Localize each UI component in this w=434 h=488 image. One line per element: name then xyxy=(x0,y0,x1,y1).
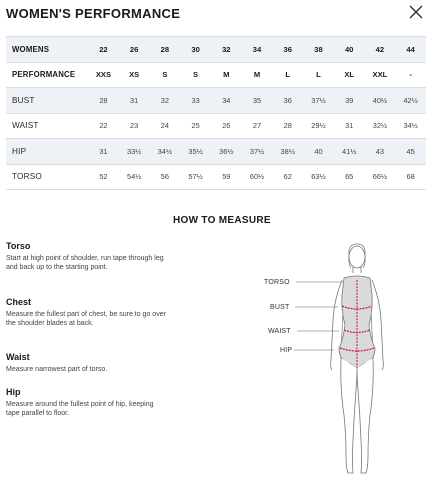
hip-instructions xyxy=(6,387,166,419)
table-cell: 32½ xyxy=(365,113,396,139)
size-chart-table xyxy=(6,36,426,190)
table-cell: 59 xyxy=(211,164,242,190)
table-cell: 54½ xyxy=(119,164,150,190)
waist-text: Measure narrowest part of torso. xyxy=(6,366,108,373)
table-cell: 33 xyxy=(180,88,211,114)
torso-text: Start at high point of shoulder, run tape through leg and back up to the starting point. xyxy=(6,255,164,272)
table-cell: 68 xyxy=(395,164,426,190)
table-cell: 28 xyxy=(150,37,181,63)
table-cell: 45 xyxy=(395,139,426,165)
figure-label-torso: TORSO xyxy=(264,279,290,286)
table-cell: 57½ xyxy=(180,164,211,190)
table-cell: 22 xyxy=(88,37,119,63)
waist-instructions xyxy=(6,352,166,374)
table-row xyxy=(6,37,426,63)
table-cell: 34 xyxy=(242,37,273,63)
torso-title: Torso xyxy=(6,241,31,251)
table-cell: S xyxy=(180,62,211,88)
row-label: WOMENS xyxy=(6,37,88,63)
table-cell: 66½ xyxy=(365,164,396,190)
hip-title: Hip xyxy=(6,387,21,397)
row-label: PERFORMANCE xyxy=(6,62,88,88)
table-cell: M xyxy=(242,62,273,88)
table-cell: XXL xyxy=(365,62,396,88)
table-cell: 36 xyxy=(272,88,303,114)
waist-title: Waist xyxy=(6,352,30,362)
body-measurement-figure xyxy=(322,240,392,480)
table-cell: 27 xyxy=(242,113,273,139)
table-row xyxy=(6,62,426,88)
table-cell: 28 xyxy=(272,113,303,139)
table-cell: 24 xyxy=(150,113,181,139)
table-cell: 33½ xyxy=(119,139,150,165)
table-cell: 52 xyxy=(88,164,119,190)
table-cell: 42 xyxy=(365,37,396,63)
table-cell: 38 xyxy=(303,37,334,63)
table-cell: 65 xyxy=(334,164,365,190)
table-cell: 38½ xyxy=(272,139,303,165)
table-cell: 23 xyxy=(119,113,150,139)
table-cell: 28 xyxy=(88,88,119,114)
table-cell: 32 xyxy=(211,37,242,63)
table-cell: S xyxy=(150,62,181,88)
table-cell: 40½ xyxy=(365,88,396,114)
table-cell: 35 xyxy=(242,88,273,114)
row-label: WAIST xyxy=(6,113,88,139)
figure-label-waist: WAIST xyxy=(268,328,291,335)
chest-instructions xyxy=(6,297,166,329)
table-cell: 29½ xyxy=(303,113,334,139)
table-cell: 36 xyxy=(272,37,303,63)
table-cell: 37½ xyxy=(242,139,273,165)
close-icon[interactable] xyxy=(408,4,424,20)
table-cell: 30 xyxy=(180,37,211,63)
row-label: BUST xyxy=(6,88,88,114)
table-row xyxy=(6,88,426,114)
table-cell: 43 xyxy=(365,139,396,165)
table-cell: 31 xyxy=(88,139,119,165)
table-cell: 60½ xyxy=(242,164,273,190)
table-cell: 41½ xyxy=(334,139,365,165)
table-cell: 63½ xyxy=(303,164,334,190)
table-cell: 40 xyxy=(334,37,365,63)
table-cell: 39 xyxy=(334,88,365,114)
table-cell: 32 xyxy=(150,88,181,114)
table-cell: - xyxy=(395,62,426,88)
table-cell: 34½ xyxy=(150,139,181,165)
table-cell: L xyxy=(303,62,334,88)
table-cell: 36½ xyxy=(211,139,242,165)
table-cell: 62 xyxy=(272,164,303,190)
row-label: TORSO xyxy=(6,164,88,190)
table-cell: 26 xyxy=(211,113,242,139)
table-cell: 56 xyxy=(150,164,181,190)
torso-instructions xyxy=(6,241,166,273)
table-row xyxy=(6,139,426,165)
chest-title: Chest xyxy=(6,297,32,307)
table-cell: 34½ xyxy=(395,113,426,139)
table-cell: XL xyxy=(334,62,365,88)
table-cell: 37½ xyxy=(303,88,334,114)
table-cell: 40 xyxy=(303,139,334,165)
table-row xyxy=(6,113,426,139)
how-to-measure-heading: HOW TO MEASURE xyxy=(173,215,271,226)
table-cell: 35½ xyxy=(180,139,211,165)
table-cell: M xyxy=(211,62,242,88)
table-cell: 22 xyxy=(88,113,119,139)
table-cell: 34 xyxy=(211,88,242,114)
figure-label-hip: HIP xyxy=(280,347,293,354)
page-title: WOMEN'S PERFORMANCE xyxy=(6,6,181,21)
table-cell: 31 xyxy=(334,113,365,139)
hip-text: Measure around the fullest point of hip, keeping tape parallel to floor. xyxy=(6,401,154,418)
table-cell: 31 xyxy=(119,88,150,114)
table-cell: 42½ xyxy=(395,88,426,114)
table-cell: L xyxy=(272,62,303,88)
table-cell: 44 xyxy=(395,37,426,63)
table-cell: 25 xyxy=(180,113,211,139)
row-label: HIP xyxy=(6,139,88,165)
figure-label-bust: BUST xyxy=(270,304,290,311)
table-cell: XS xyxy=(119,62,150,88)
table-cell: XXS xyxy=(88,62,119,88)
chest-text: Measure the fullest part of chest, be sure to go over the shoulder blades at back. xyxy=(6,311,166,328)
table-cell: 26 xyxy=(119,37,150,63)
table-row xyxy=(6,164,426,190)
